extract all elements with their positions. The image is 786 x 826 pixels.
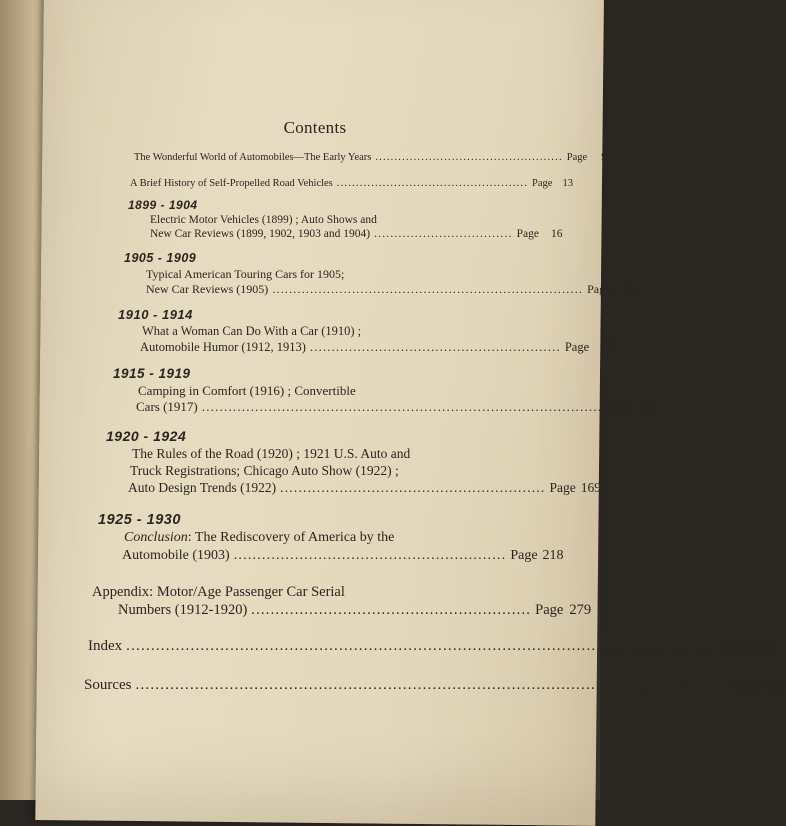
toc-entry-1915-1919 — [136, 399, 658, 415]
leader-dots: .......................................................... — [251, 602, 532, 618]
section-range-1915-1919: 1915 - 1919 — [113, 366, 191, 381]
entry-page-label: Page — [516, 228, 539, 240]
entry-title: Sources — [84, 677, 132, 693]
page-title: Contents — [283, 118, 347, 137]
toc-entry-1925-1930 — [122, 548, 564, 564]
section-line: Typical American Touring Cars for 1905; — [146, 267, 345, 281]
entry-page-label: Page — [510, 548, 538, 563]
entry-page-label: Page — [564, 340, 590, 354]
toc-entry-sources — [84, 677, 786, 694]
entry-title: Numbers (1912-1920) — [118, 602, 248, 618]
entry-title: Index — [88, 638, 123, 654]
leader-dots: .......................................................... — [280, 480, 546, 495]
entry-page-number: 288 — [763, 677, 786, 693]
entry-page-number: 169 — [580, 480, 601, 495]
toc-entry-1910-1914 — [140, 340, 614, 355]
toc-entry-wonderful-world — [134, 152, 607, 163]
entry-page-number: 16 — [550, 228, 563, 240]
section-line: Camping in Comfort (1916) ; Convertible — [138, 383, 356, 398]
section-range-1925-1930: 1925 - 1930 — [98, 512, 181, 528]
entry-page-label: Page — [549, 480, 576, 495]
leader-dots: .......................................................................... — [272, 282, 584, 296]
section-range-1905-1909: 1905 - 1909 — [124, 251, 197, 265]
conclusion-label: Conclusion — [124, 530, 188, 545]
toc-entry-appendix — [118, 602, 592, 619]
section-range-1910-1914: 1910 - 1914 — [118, 307, 193, 322]
entry-page-label: Page — [532, 178, 553, 189]
entry-page-label: Page — [587, 282, 611, 296]
entry-title: Automobile (1903) — [122, 548, 230, 563]
toc-entry-brief-history — [130, 178, 573, 189]
entry-page-label: Page — [728, 677, 758, 693]
appendix-line: Appendix: Motor/Age Passenger Car Serial — [92, 584, 345, 600]
entry-page-number: 9 — [601, 152, 607, 163]
entry-title: The Wonderful World of Automobiles—The Early Years — [134, 152, 372, 163]
section-line: The Rules of the Road (1920) ; 1921 U.S. Auto and — [132, 446, 411, 461]
leader-dots: .......................................................... — [309, 340, 561, 354]
leader-dots: ....................................................................................................................... — [126, 638, 716, 654]
entry-page-number: 13 — [562, 178, 573, 189]
entry-page-label: Page — [535, 602, 564, 618]
entry-page-number: 150 — [637, 399, 658, 414]
toc-entry-index — [88, 638, 777, 655]
leader-dots: ....................................................................................................................... — [135, 677, 725, 693]
section-line: Truck Registrations; Chicago Auto Show (1922) ; — [130, 463, 399, 478]
leader-dots: .......................................................... — [233, 548, 507, 563]
entry-page-label: Page — [566, 152, 588, 163]
toc-entry-1899-1904 — [150, 228, 563, 240]
entry-page-number: 96 — [601, 340, 614, 354]
section-line: Electric Motor Vehicles (1899) ; Auto Shows and — [150, 214, 377, 226]
entry-title: Automobile Humor (1912, 1913) — [140, 340, 306, 354]
entry-title: New Car Reviews (1899, 1902, 1903 and 1904) — [150, 228, 371, 240]
entry-page-label: Page — [719, 638, 749, 654]
entry-title: Auto Design Trends (1922) — [128, 480, 277, 495]
leader-dots: ................................................. — [375, 152, 563, 163]
entry-page-number: 218 — [542, 548, 564, 563]
entry-page-number: 59 — [622, 282, 635, 296]
entry-page-number: 287 — [754, 638, 777, 654]
conclusion-text: : The Rediscovery of America by the — [187, 530, 395, 545]
entry-page-label: Page — [606, 399, 632, 414]
entry-title: Cars (1917) — [136, 399, 198, 414]
leader-dots: .................................................. — [336, 178, 529, 189]
section-line: What a Woman Can Do With a Car (1910) ; — [142, 324, 362, 338]
section-range-1920-1924: 1920 - 1924 — [106, 428, 187, 444]
toc-entry-1920-1924 — [128, 480, 601, 496]
leader-dots: .................................. — [374, 228, 513, 240]
leader-dots: .......................................................................................... — [201, 399, 603, 414]
section-line-conclusion — [124, 530, 394, 546]
entry-title: A Brief History of Self-Propelled Road Vehicles — [130, 178, 333, 189]
entry-title: New Car Reviews (1905) — [146, 282, 269, 296]
section-range-1899-1904: 1899 - 1904 — [128, 198, 198, 212]
toc-entry-1905-1909 — [146, 282, 635, 297]
entry-page-number: 279 — [569, 602, 592, 618]
